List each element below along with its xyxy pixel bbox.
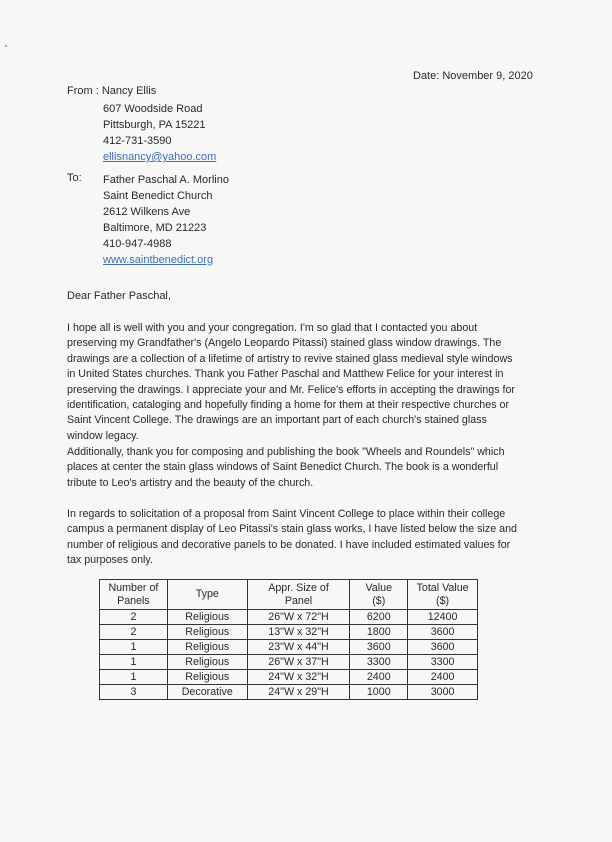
table-row bbox=[100, 610, 478, 625]
to-address bbox=[103, 172, 229, 268]
cell-value: 6200 bbox=[350, 610, 408, 625]
cell-size: 26"W x 37"H bbox=[247, 655, 350, 670]
letter-date: Date: November 9, 2020 bbox=[413, 70, 533, 82]
paragraph-line: I hope all is well with you and your congregation. I'm so glad that I contacted you about bbox=[67, 322, 478, 334]
cell-value: 3300 bbox=[350, 655, 408, 670]
cell-total: 3600 bbox=[408, 640, 478, 655]
cell-panels: 1 bbox=[100, 670, 168, 685]
cell-value: 1800 bbox=[350, 625, 408, 640]
from-address bbox=[103, 101, 216, 165]
cell-type: Religious bbox=[167, 625, 247, 640]
header-value: Value ($) bbox=[350, 580, 408, 610]
cell-panels: 2 bbox=[100, 610, 168, 625]
cell-size: 23"W x 44"H bbox=[247, 640, 350, 655]
to-website-link[interactable]: www.saintbenedict.org bbox=[103, 254, 214, 266]
paragraph-line: number of religious and decorative panels to be donated. I have included estimated values for bbox=[67, 538, 511, 551]
cell-value: 3600 bbox=[350, 640, 408, 655]
table-header-row bbox=[100, 580, 478, 610]
paragraph-line: drawings are a collection of a lifetime of artistry to revive stained glass medieval style windows bbox=[67, 352, 513, 365]
table-row bbox=[100, 625, 478, 640]
paragraph-line: identification, cataloging and hopefully finding a home for them at their respective churches or bbox=[67, 399, 510, 412]
table-row bbox=[100, 640, 478, 655]
cell-total: 3600 bbox=[408, 625, 478, 640]
to-church: Saint Benedict Church bbox=[103, 190, 213, 202]
panel-value-table bbox=[99, 579, 478, 700]
paragraph-line: Saint Vincent College. The drawings are an important part of each church's stained glass bbox=[67, 414, 487, 427]
cell-size: 24"W x 29"H bbox=[247, 685, 350, 700]
paragraph-line: preserving my Grandfather's (Angelo Leopardo Pitassi) stained glass window drawings. The bbox=[67, 337, 502, 350]
paragraph-line: In regards to solicitation of a proposal from Saint Vincent College to place within their college bbox=[67, 508, 506, 520]
from-phone: 412-731-3590 bbox=[103, 135, 172, 147]
scan-speck bbox=[5, 45, 7, 47]
salutation: Dear Father Paschal, bbox=[67, 290, 171, 302]
cell-type: Religious bbox=[167, 610, 247, 625]
to-recipient: Father Paschal A. Morlino bbox=[103, 174, 229, 186]
header-size: Appr. Size of Panel bbox=[247, 580, 350, 610]
from-email-link[interactable]: ellisnancy@yahoo.com bbox=[103, 151, 217, 163]
cell-value: 2400 bbox=[350, 670, 408, 685]
paragraph-line: places at center the stain glass windows of Saint Benedict Church. The book is a wonderful bbox=[67, 461, 499, 474]
to-label: To: bbox=[67, 172, 82, 184]
cell-type: Religious bbox=[167, 655, 247, 670]
paragraph-line: window legacy. bbox=[67, 429, 139, 442]
cell-total: 3000 bbox=[408, 685, 478, 700]
cell-total: 2400 bbox=[408, 670, 478, 685]
paragraph-line: in United States churches. Thank you Father Paschal and Matthew Felice for your interest in bbox=[67, 368, 504, 381]
table-row bbox=[100, 685, 478, 700]
paragraph-line: tax purposes only. bbox=[67, 554, 153, 567]
header-number-of-panels: Number of Panels bbox=[100, 580, 168, 610]
table-row bbox=[100, 655, 478, 670]
to-city: Baltimore, MD 21223 bbox=[103, 222, 207, 234]
table-row bbox=[100, 670, 478, 685]
paragraph-line: campus a permanent display of Leo Pitassi's stain glass works, I have listed below the size and bbox=[67, 523, 517, 536]
paragraph-1 bbox=[67, 321, 551, 444]
header-total-value: Total Value ($) bbox=[408, 580, 478, 610]
paragraph-line: Additionally, thank you for composing and publishing the book "Wheels and Roundels" which bbox=[67, 446, 505, 458]
to-phone: 410-947-4988 bbox=[103, 238, 172, 250]
from-label: From : Nancy Ellis bbox=[67, 85, 157, 97]
cell-type: Religious bbox=[167, 640, 247, 655]
cell-total: 3300 bbox=[408, 655, 478, 670]
cell-panels: 1 bbox=[100, 640, 168, 655]
cell-size: 13"W x 32"H bbox=[247, 625, 350, 640]
from-street: 607 Woodside Road bbox=[103, 103, 203, 115]
cell-value: 1000 bbox=[350, 685, 408, 700]
cell-panels: 2 bbox=[100, 625, 168, 640]
paragraph-line: tribute to Leo's artistry and the beauty of the church. bbox=[67, 476, 314, 489]
header-type: Type bbox=[167, 580, 247, 610]
cell-total: 12400 bbox=[408, 610, 478, 625]
paragraph-line: preserving the drawings. I appreciate your and Mr. Felice's efforts in accepting the drawings for bbox=[67, 383, 515, 396]
cell-size: 24"W x 32"H bbox=[247, 670, 350, 685]
cell-panels: 1 bbox=[100, 655, 168, 670]
to-street: 2612 Wilkens Ave bbox=[103, 206, 191, 218]
cell-type: Religious bbox=[167, 670, 247, 685]
cell-type: Decorative bbox=[167, 685, 247, 700]
cell-panels: 3 bbox=[100, 685, 168, 700]
paragraph-3 bbox=[67, 507, 551, 569]
paragraph-2 bbox=[67, 445, 551, 491]
from-city: Pittsburgh, PA 15221 bbox=[103, 119, 206, 131]
cell-size: 26"W x 72"H bbox=[247, 610, 350, 625]
